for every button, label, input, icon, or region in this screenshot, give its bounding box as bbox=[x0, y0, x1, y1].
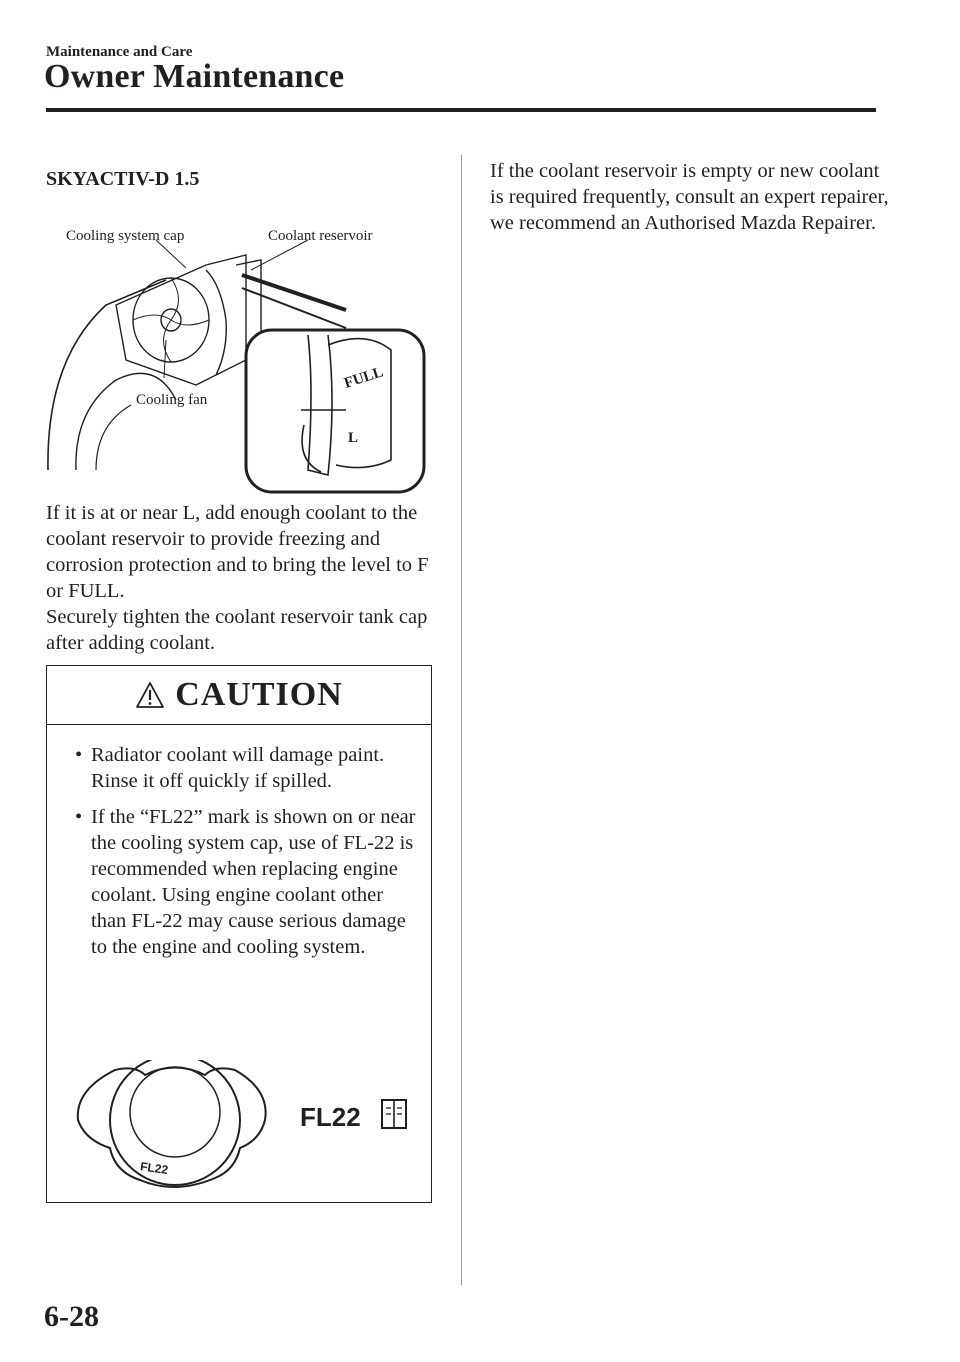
warning-triangle-icon bbox=[135, 681, 165, 709]
fl22-badge: FL22 bbox=[300, 1102, 361, 1132]
left-column-text bbox=[46, 500, 441, 656]
page-title: Owner Maintenance bbox=[44, 58, 345, 95]
caution-list bbox=[47, 742, 433, 970]
caution-item-text: If the “FL22” mark is shown on or near the cooling system cap, use of FL-22 is recommended when replacing engine coolant. Using engine coolant other than FL-22 may cause serious damage to the engine and cooling system. bbox=[91, 806, 416, 958]
caution-item-text: Radiator coolant will damage paint. Rinse it off quickly if spilled. bbox=[91, 744, 385, 792]
caution-header bbox=[47, 666, 431, 725]
level-instruction: If it is at or near L, add enough coolant to the coolant reservoir to provide freezing and corrosion protection and to bring the level to F or FULL. bbox=[46, 502, 429, 602]
coolant-reservoir-label: Coolant reservoir bbox=[268, 228, 373, 244]
caution-title: CAUTION bbox=[175, 676, 343, 713]
subsection-heading: SKYACTIV-D 1.5 bbox=[46, 168, 200, 190]
cooling-cap-figure bbox=[60, 1060, 420, 1190]
page-number: 6-28 bbox=[44, 1300, 99, 1333]
cap-fl22-mark: FL22 bbox=[139, 1159, 170, 1178]
right-column-text: If the coolant reservoir is empty or new coolant is required frequently, consult an expert repairer, we recommend an Authorised Mazda Repairer. bbox=[490, 160, 889, 234]
caution-item bbox=[47, 742, 433, 794]
bullet-mark: • bbox=[75, 806, 83, 828]
title-rule bbox=[46, 108, 876, 112]
bullet-mark: • bbox=[75, 744, 83, 766]
cooling-system-cap-label: Cooling system cap bbox=[66, 228, 185, 244]
coolant-reservoir-figure bbox=[46, 210, 436, 500]
low-mark-label: L bbox=[348, 430, 359, 446]
cooling-fan-label: Cooling fan bbox=[136, 392, 208, 408]
caution-item bbox=[47, 804, 433, 960]
tighten-cap-instruction: Securely tighten the coolant reservoir tank cap after adding coolant. bbox=[46, 606, 428, 654]
section-label: Maintenance and Care bbox=[46, 44, 193, 60]
column-divider bbox=[461, 155, 462, 1285]
full-mark-label: FULL bbox=[342, 364, 386, 392]
